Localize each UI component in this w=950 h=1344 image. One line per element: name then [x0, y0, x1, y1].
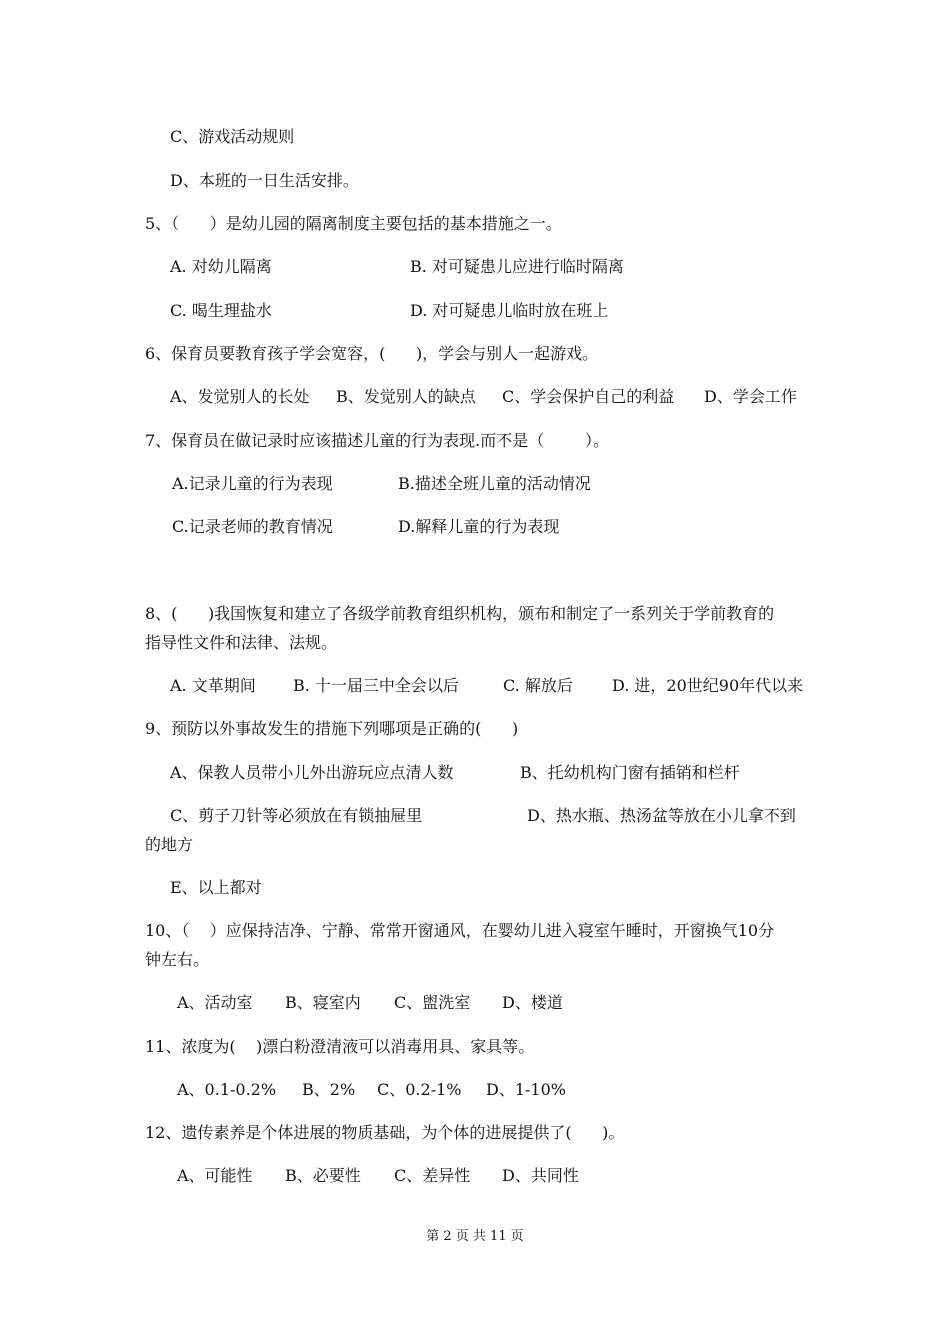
q5-option-b: B. 对可疑患儿应进行临时隔离 — [410, 257, 624, 276]
q11-option-a: A、0.1-0.2% — [177, 1080, 277, 1099]
q10-option-c: C、盥洗室 — [394, 993, 471, 1012]
q10-stem-line2: 钟左右。 — [145, 950, 210, 969]
q8-option-d: D. 进，20世纪90年代以来 — [612, 676, 804, 695]
q6-option-b: B、发觉别人的缺点 — [336, 387, 476, 406]
q11-option-d: D、1-10% — [486, 1080, 566, 1099]
q5-option-d: D. 对可疑患儿临时放在班上 — [410, 301, 609, 320]
q7-stem: 7、保育员在做记录时应该描述儿童的行为表现.而不是（ ）。 — [145, 431, 609, 450]
q5-option-a: A. 对幼儿隔离 — [170, 257, 272, 276]
q9-option-b: B、托幼机构门窗有插销和栏杆 — [520, 763, 740, 782]
q7-option-b: B.描述全班儿童的活动情况 — [398, 474, 591, 493]
q4-option-d: D、本班的一日生活安排。 — [170, 171, 359, 190]
q11-option-c: C、0.2-1% — [377, 1080, 462, 1099]
q9-option-d-wrap: 的地方 — [145, 835, 194, 854]
q10-option-b: B、寝室内 — [285, 993, 361, 1012]
q12-option-b: B、必要性 — [285, 1166, 361, 1185]
q10-option-d: D、楼道 — [502, 993, 563, 1012]
q9-option-a: A、保教人员带小儿外出游玩应点清人数 — [170, 763, 454, 782]
page-footer: 第 2 页 共 11 页 — [426, 1229, 524, 1244]
q8-stem-line1: 8、( )我国恢复和建立了各级学前教育组织机构，颁布和制定了一系列关于学前教育的 — [145, 604, 775, 623]
q12-option-c: C、差异性 — [394, 1166, 471, 1185]
q5-stem: 5、（ ）是幼儿园的隔离制度主要包括的基本措施之一。 — [145, 214, 562, 233]
q6-option-d: D、学会工作 — [704, 387, 797, 406]
q7-option-d: D.解释儿童的行为表现 — [398, 517, 560, 536]
q10-stem-line1: 10、（ ）应保持洁净、宁静、常常开窗通风，在婴幼儿进入寝室午睡时，开窗换气10分 — [145, 921, 775, 940]
q6-option-a: A、发觉别人的长处 — [170, 387, 310, 406]
q9-option-c: C、剪子刀针等必须放在有锁抽屉里 — [170, 806, 423, 825]
q7-option-c: C.记录老师的教育情况 — [172, 517, 333, 536]
q11-option-b: B、2% — [302, 1080, 356, 1099]
q9-stem: 9、预防以外事故发生的措施下列哪项是正确的( ) — [145, 719, 519, 738]
q11-stem: 11、浓度为( )漂白粉澄清液可以消毒用具、家具等。 — [145, 1037, 535, 1056]
q12-option-d: D、共同性 — [502, 1166, 579, 1185]
q5-option-c: C. 喝生理盐水 — [170, 301, 272, 320]
q8-option-c: C. 解放后 — [503, 676, 573, 695]
q4-option-c: C、游戏活动规则 — [170, 127, 295, 146]
q8-option-a: A. 文革期间 — [170, 676, 256, 695]
q9-option-d: D、热水瓶、热汤盆等放在小儿拿不到 — [527, 806, 796, 825]
q7-option-a: A.记录儿童的行为表现 — [172, 474, 333, 493]
q8-stem-line2: 指导性文件和法律、法规。 — [145, 633, 338, 652]
q6-stem: 6、保育员要教育孩子学会宽容，( )，学会与别人一起游戏。 — [145, 344, 599, 363]
q9-option-e: E、以上都对 — [170, 878, 262, 897]
q6-option-c: C、学会保护自己的利益 — [502, 387, 675, 406]
q12-stem: 12、遗传素养是个体进展的物质基础，为个体的进展提供了( )。 — [145, 1123, 625, 1142]
q8-option-b: B. 十一届三中全会以后 — [293, 676, 459, 695]
q12-option-a: A、可能性 — [177, 1166, 253, 1185]
q10-option-a: A、活动室 — [177, 993, 253, 1012]
